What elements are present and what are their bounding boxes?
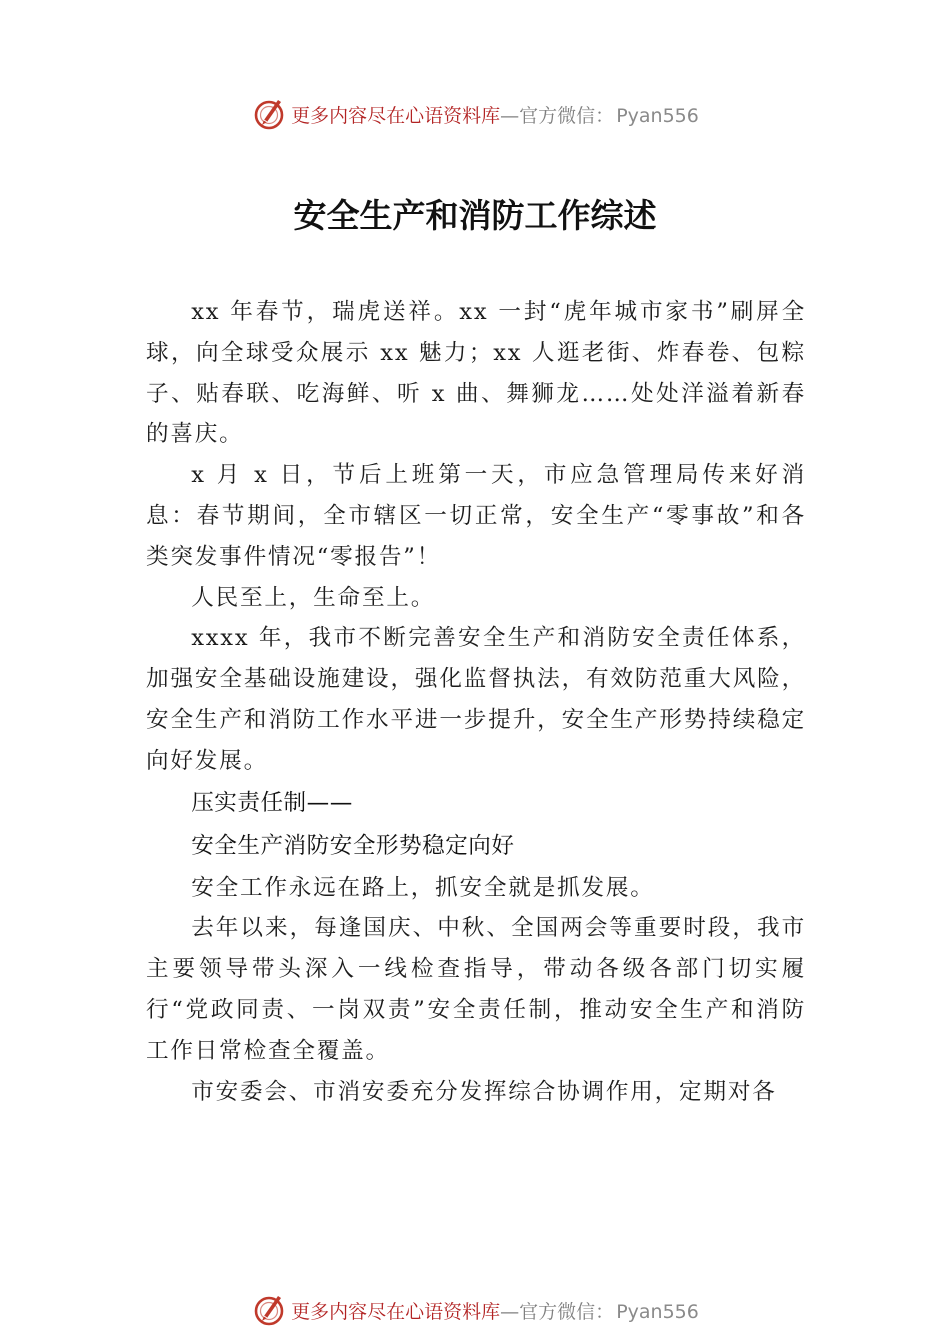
paragraph: x 月 x 日，节后上班第一天，市应急管理局传来好消息：春节期间，全市辖区一切正常，安全生产“零事故”和各类突发事件情况“零报告”！ [146,462,806,570]
banner-separator-text: —官方微信： [500,104,615,127]
document-body [146,292,806,1112]
banner-wechat-id: Pyan556 [616,1300,699,1323]
paragraph: xx 年春节，瑞虎送祥。xx 一封“虎年城市家书”刷屏全球，向全球受众展示 xx 魅力；xx 人逛老街、炸春卷、包粽子、贴春联、吃海鲜、听 x 曲、舞狮龙……处处洋溢着新春的喜庆。 [146,299,806,448]
paragraph: 去年以来，每逢国庆、中秋、全国两会等重要时段，我市主要领导带头深入一线检查指导，带动各级各部门切实履行“党政同责、一岗双责”安全责任制，推动安全生产和消防工作日常检查全覆盖。 [146,915,806,1064]
document-title: 安全生产和消防工作综述 [293,196,657,235]
banner-main-text: 更多内容尽在心语资料库 [291,1300,501,1323]
section-subheading: 安全生产消防安全形势稳定向好 [191,832,515,859]
pen-circle-logo-icon [251,96,287,132]
footer-banner [0,1290,950,1330]
header-banner [0,94,950,134]
banner-main-text: 更多内容尽在心语资料库 [291,104,501,127]
paragraph: 安全工作永远在路上，抓安全就是抓发展。 [191,874,655,901]
banner-wechat-id: Pyan556 [616,104,699,127]
pen-circle-logo-icon [251,1292,287,1328]
section-heading: 压实责任制—— [191,789,353,816]
banner-text [291,1297,699,1324]
paragraph: 人民至上，生命至上。 [191,584,436,611]
banner-text [291,101,699,128]
paragraph: xxxx 年，我市不断完善安全生产和消防安全责任体系，加强安全基础设施建设，强化监督执法，有效防范重大风险，安全生产和消防工作水平进一步提升，安全生产形势持续稳定向好发展。 [146,625,806,774]
banner-separator-text: —官方微信： [500,1300,615,1323]
paragraph: 市安委会、市消安委充分发挥综合协调作用，定期对各 [191,1078,777,1105]
